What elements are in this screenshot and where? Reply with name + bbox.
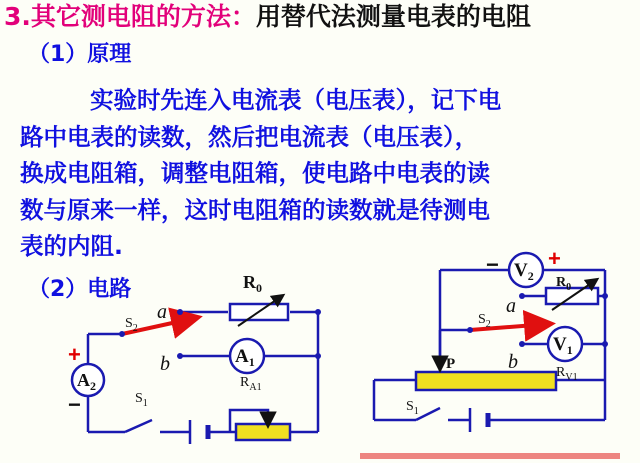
left-r0-label: $R_0$ [243, 272, 262, 295]
left-s1-label: $S_1$ [135, 391, 148, 409]
right-slider-p-label: P [446, 356, 456, 372]
left-node-top [315, 309, 321, 315]
right-s2-label: $S_2$ [478, 312, 491, 330]
title-part-1: 3.其它测电阻的方法： [4, 2, 256, 31]
cropped-next-line [0, 444, 640, 452]
left-s2-label: $S_2$ [125, 316, 138, 334]
right-rheostat [416, 372, 556, 390]
paragraph-line-2: 路中电表的读数，然后把电流表（电压表）， [20, 122, 479, 151]
paragraph-line-4: 数与原来一样，这时电阻箱的读数就是待测电 [20, 195, 490, 224]
left-rheostat [236, 424, 290, 440]
cropped-text-fragments [0, 451, 640, 459]
right-s1-label: $S_1$ [406, 399, 419, 417]
left-contact-b [177, 353, 183, 359]
right-node-mid [602, 341, 608, 347]
left-ra1-label: $R_{A1}$ [240, 375, 262, 393]
left-a2-label: $A_2$ [77, 370, 96, 393]
title-part-2: 用替代法测量电表的电阻 [255, 2, 531, 31]
right-v1-label: $V_1$ [553, 334, 573, 357]
left-plus-sign: + [68, 342, 81, 367]
left-point-b: b [160, 353, 170, 375]
left-circuit [88, 312, 318, 432]
right-contact-b [519, 341, 525, 347]
paragraph-line-3: 换成电阻箱，调整电阻箱，使电路中电表的读 [20, 159, 490, 187]
left-contact-a [177, 309, 183, 315]
paragraph-line-5: 表的内阻. [20, 232, 123, 260]
right-v2-label: $V_2$ [514, 260, 534, 283]
principle-heading: （1）原理 [28, 42, 132, 67]
right-plus-sign: + [548, 246, 561, 271]
right-point-a: a [506, 295, 516, 317]
right-contact-a [519, 293, 525, 299]
right-switch-s2-pivot [467, 327, 473, 333]
right-minus-sign: − [486, 252, 499, 277]
circuit-heading: （2）电路 [28, 277, 132, 302]
paragraph-line-1: 实验时先连入电流表（电压表），记下电 [90, 86, 502, 114]
left-node-mid [315, 353, 321, 359]
right-node-top [602, 293, 608, 299]
left-minus-sign: − [68, 392, 81, 417]
right-rv1-label: $R_{V1}$ [556, 365, 578, 383]
right-point-b: b [508, 351, 518, 373]
left-point-a: a [157, 301, 167, 323]
right-r0-label: $R_0$ [556, 275, 572, 293]
left-a1-label: $A_1$ [235, 346, 255, 369]
left-switch-s2-pivot [119, 331, 125, 337]
